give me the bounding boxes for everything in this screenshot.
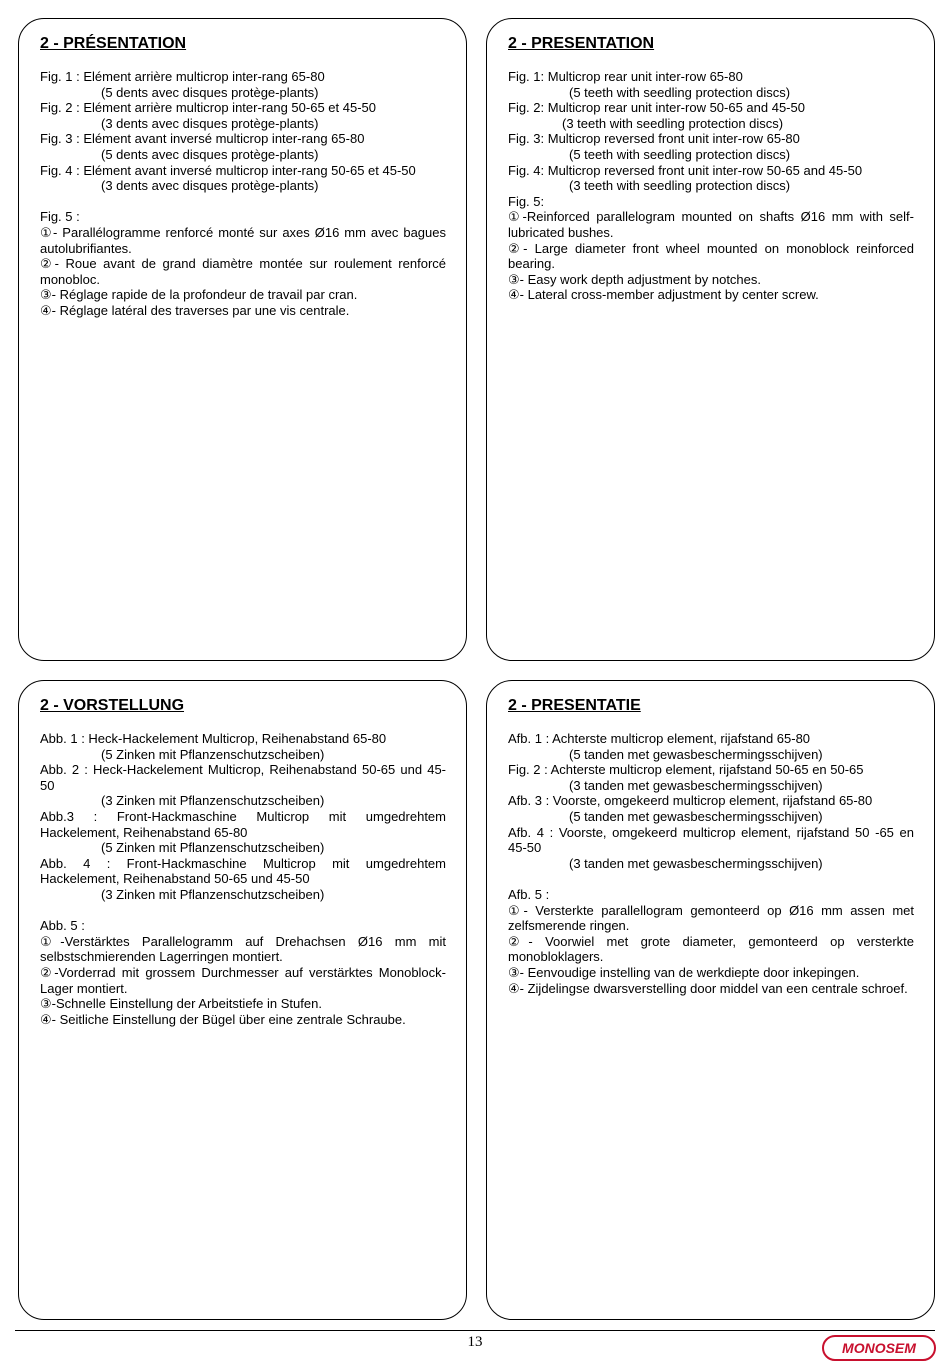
feature-item-3: ③- Réglage rapide de la profondeur de travail par cran.: [40, 287, 358, 303]
fig-2-subcaption: (3 tanden met gewasbeschermingsschijven): [569, 777, 823, 793]
fig-2-caption: Fig. 2 : Elément arrière multicrop inter-rang 50-65 et 45-50: [40, 100, 376, 116]
fig-1-subcaption: (5 Zinken mit Pflanzenschutzscheiben): [101, 746, 325, 762]
fig-3-caption: Fig. 3: Multicrop reversed front unit inter-row 65-80: [508, 131, 800, 147]
fig-2-subcaption: (3 Zinken mit Pflanzenschutzscheiben): [101, 793, 325, 809]
fig-5-label: Fig. 5:: [508, 193, 545, 209]
fig-4-caption: Abb. 4 : Front-Hackmaschine Multicrop mit umgedrehtem Hackelement, Reihenabstand 50-65 und 45-50: [40, 855, 446, 887]
fig-1-subcaption: (5 teeth with seedling protection discs): [569, 84, 791, 100]
feature-item-3: ③-Schnelle Einstellung der Arbeitstiefe in Stufen.: [40, 996, 322, 1012]
brand-text: MONOSEM: [842, 1340, 916, 1356]
panel-french: [18, 18, 467, 661]
panel-content: [508, 695, 914, 996]
panel-content: [40, 33, 446, 319]
panel-content: [508, 33, 914, 303]
fig-3-subcaption: (5 dents avec disques protège-plants): [101, 146, 319, 162]
feature-item-1: ①-Verstärktes Parallelogramm auf Drehachsen Ø16 mm mit selbstschmierenden Lagerringen montiert.: [40, 933, 446, 965]
feature-item-4: ④- Réglage latéral des traverses par une vis centrale.: [40, 302, 350, 318]
fig-2-subcaption: (3 teeth with seedling protection discs): [562, 115, 784, 131]
feature-item-3: ③- Easy work depth adjustment by notches.: [508, 271, 761, 287]
panel-german: [18, 680, 467, 1320]
section-title: 2 - VORSTELLUNG: [40, 697, 185, 714]
fig-4-subcaption: (3 teeth with seedling protection discs): [569, 178, 791, 194]
feature-item-2: ②- Roue avant de grand diamètre montée sur roulement renforcé monobloc.: [40, 256, 446, 287]
panel-english: [486, 18, 935, 661]
feature-item-2: ②- Large diameter front wheel mounted on monoblock reinforced bearing.: [508, 240, 914, 272]
section-title: 2 - PRESENTATION: [508, 35, 655, 52]
fig-5-label: Fig. 5 :: [40, 209, 80, 225]
fig-3-subcaption: (5 teeth with seedling protection discs): [569, 146, 791, 162]
fig-4-subcaption: (3 dents avec disques protège-plants): [101, 178, 319, 194]
feature-item-4: ④- Zijdelingse dwarsverstelling door middel van een centrale schroef.: [508, 980, 908, 996]
footer-divider: [15, 1330, 935, 1331]
feature-item-1: ①- Parallélogramme renforcé monté sur axes Ø16 mm avec bagues autolubrifiantes.: [40, 224, 446, 256]
feature-item-2: ②- Voorwiel met grote diameter, gemonteerd op versterkte monobloklagers.: [508, 933, 914, 965]
fig-2-caption: Fig. 2 : Achterste multicrop element, rijafstand 50-65 en 50-65: [508, 762, 864, 778]
fig-1-caption: Fig. 1: Multicrop rear unit inter-row 65-80: [508, 69, 743, 84]
fig-4-caption: Fig. 4: Multicrop reversed front unit inter-row 50-65 and 45-50: [508, 162, 863, 178]
fig-4-caption: Fig. 4 : Elément avant inversé multicrop inter-rang 50-65 et 45-50: [40, 162, 416, 178]
section-title: 2 - PRÉSENTATION: [40, 35, 187, 52]
fig-2-subcaption: (3 dents avec disques protège-plants): [101, 115, 319, 131]
page-number: 13: [467, 1334, 483, 1350]
fig-4-caption: Afb. 4 : Voorste, omgekeerd multicrop element, rijafstand 50 -65 en 45-50: [508, 824, 914, 856]
feature-item-1: ①-Reinforced parallelogram mounted on shafts Ø16 mm with self-lubricated bushes.: [508, 209, 914, 240]
fig-3-caption: Fig. 3 : Elément avant inversé multicrop inter-rang 65-80: [40, 131, 365, 147]
fig-5-label: Afb. 5 :: [508, 886, 550, 902]
fig-3-caption: Afb. 3 : Voorste, omgekeerd multicrop element, rijafstand 65-80: [508, 793, 873, 809]
feature-item-4: ④- Seitliche Einstellung der Bügel über eine zentrale Schraube.: [40, 1011, 406, 1027]
fig-5-label: Abb. 5 :: [40, 918, 85, 934]
monosem-logo: [822, 1335, 936, 1361]
feature-item-2: ②-Vorderrad mit grossem Durchmesser auf verstärktes Monoblock-Lager montiert.: [40, 964, 446, 996]
fig-4-subcaption: (3 tanden met gewasbeschermingsschijven): [569, 855, 823, 871]
panel-dutch: [486, 680, 935, 1320]
feature-item-1: ①- Versterkte parallellogram gemonteerd op Ø16 mm assen met zelfsmerende ringen.: [508, 902, 914, 934]
section-title: 2 - PRESENTATIE: [508, 697, 641, 714]
fig-3-subcaption: (5 Zinken mit Pflanzenschutzscheiben): [101, 840, 325, 856]
fig-1-caption: Abb. 1 : Heck-Hackelement Multicrop, Reihenabstand 65-80: [40, 731, 387, 746]
fig-1-subcaption: (5 tanden met gewasbeschermingsschijven): [569, 746, 823, 762]
fig-3-caption: Abb.3 : Front-Hackmaschine Multicrop mit umgedrehtem Hackelement, Reihenabstand 65-80: [40, 808, 446, 840]
fig-1-caption: Afb. 1 : Achterste multicrop element, rijafstand 65-80: [508, 731, 811, 746]
fig-2-caption: Fig. 2: Multicrop rear unit inter-row 50-65 and 45-50: [508, 100, 805, 116]
fig-1-caption: Fig. 1 : Elément arrière multicrop inter-rang 65-80: [40, 69, 325, 84]
fig-4-subcaption: (3 Zinken mit Pflanzenschutzscheiben): [101, 886, 325, 902]
fig-3-subcaption: (5 tanden met gewasbeschermingsschijven): [569, 808, 823, 824]
feature-item-3: ③- Eenvoudige instelling van de werkdiepte door inkepingen.: [508, 964, 860, 980]
feature-item-4: ④- Lateral cross-member adjustment by center screw.: [508, 287, 819, 303]
fig-2-caption: Abb. 2 : Heck-Hackelement Multicrop, Reihenabstand 50-65 und 45-50: [40, 762, 446, 793]
fig-1-subcaption: (5 dents avec disques protège-plants): [101, 84, 319, 100]
panel-content: [40, 695, 446, 1027]
